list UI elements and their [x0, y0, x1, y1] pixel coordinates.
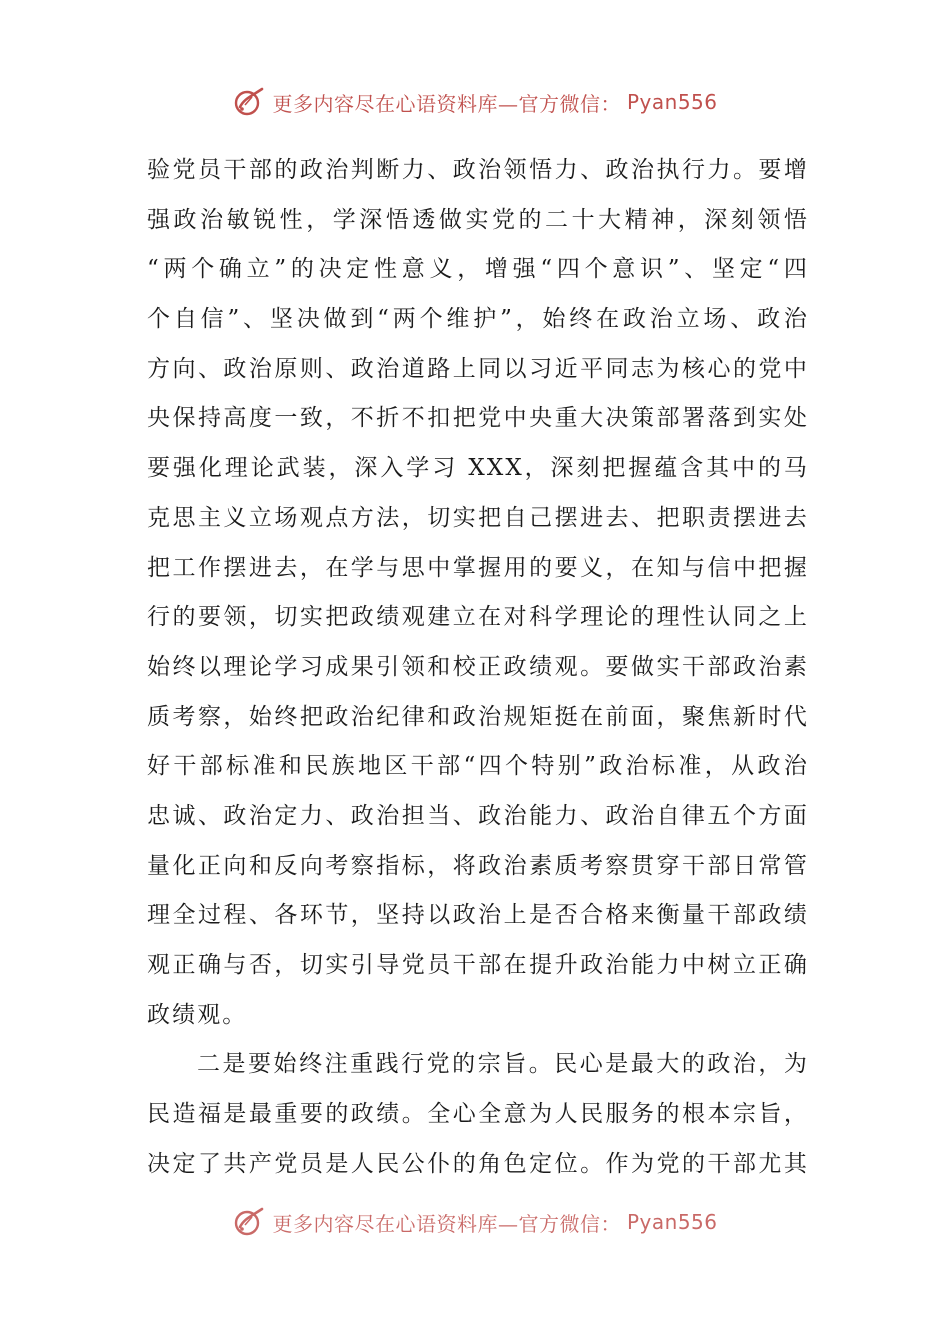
- text-line: 行的要领，切实把政绩观建立在对科学理论的理性认同之上: [147, 604, 809, 631]
- text-line: 理全过程、各环节，坚持以政治上是否合格来衡量干部政绩: [147, 902, 809, 929]
- header-watermark: [0, 84, 950, 120]
- text-line: 始终以理论学习成果引领和校正政绩观。要做实干部政治素: [147, 653, 809, 680]
- watermark-text: 更多内容尽在心语资料库—官方微信：: [272, 1211, 621, 1236]
- footer-watermark: [0, 1204, 950, 1240]
- text-line: 把工作摆进去，在学与思中掌握用的要义，在知与信中把握: [147, 554, 809, 581]
- text-line: 质考察，始终把政治纪律和政治规矩挺在前面，聚焦新时代: [147, 703, 809, 730]
- paragraph-1: [147, 146, 809, 1040]
- text-line: 个自信”、坚决做到“两个维护”，始终在政治立场、政治: [147, 306, 809, 333]
- text-line: 要强化理论武装，深入学习 XXX，深刻把握蕴含其中的马: [147, 455, 809, 482]
- text-line: 二是要始终注重践行党的宗旨。民心是最大的政治，为: [197, 1051, 809, 1078]
- pen-logo-icon: [232, 85, 266, 119]
- text-line: 观正确与否，切实引导党员干部在提升政治能力中树立正确: [147, 952, 809, 978]
- text-line: 量化正向和反向考察指标，将政治素质考察贯穿干部日常管: [147, 852, 809, 879]
- watermark-text: 更多内容尽在心语资料库—官方微信：: [272, 91, 621, 116]
- text-line: 强政治敏锐性，学深悟透做实党的二十大精神，深刻领悟: [147, 206, 809, 233]
- watermark-wechat-id: Pyan556: [626, 1210, 718, 1234]
- text-line: 政绩观。: [147, 1001, 248, 1028]
- watermark-wechat-id: Pyan556: [626, 90, 718, 114]
- body-text: [147, 146, 809, 1189]
- paragraph-2: [147, 1040, 809, 1189]
- pen-logo-icon: [232, 1205, 266, 1239]
- text-line: 好干部标准和民族地区干部“四个特别”政治标准，从政治: [147, 753, 809, 780]
- text-line: 克思主义立场观点方法，切实把自己摆进去、把职责摆进去: [147, 504, 809, 531]
- text-line: 方向、政治原则、政治道路上同以习近平同志为核心的党中: [147, 355, 809, 382]
- text-line: 民造福是最重要的政绩。全心全意为人民服务的根本宗旨，: [147, 1101, 809, 1128]
- text-line: “两个确立”的决定性意义，增强“四个意识”、坚定“四: [147, 256, 809, 283]
- text-line: 决定了共产党员是人民公仆的角色定位。作为党的干部尤其: [147, 1150, 809, 1177]
- text-line: 验党员干部的政治判断力、政治领悟力、政治执行力。要增: [147, 157, 809, 183]
- text-line: 忠诚、政治定力、政治担当、政治能力、政治自律五个方面: [147, 802, 809, 829]
- text-line: 央保持高度一致，不折不扣把党中央重大决策部署落到实处: [147, 405, 809, 432]
